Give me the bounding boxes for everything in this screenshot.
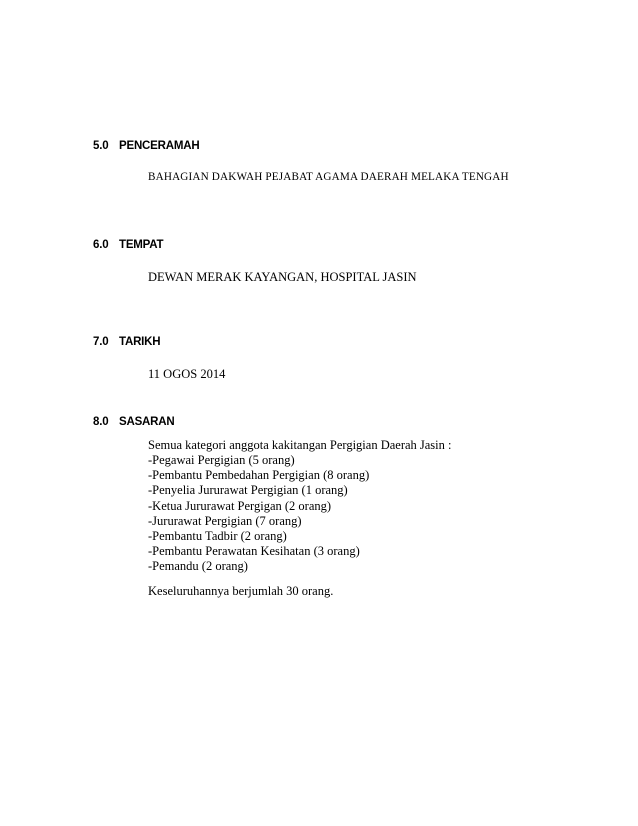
section-content-penceramah: BAHAGIAN DAKWAH PEJABAT AGAMA DAERAH MELAKA TENGAH	[148, 171, 509, 183]
list-item: -Pembantu Tadbir (2 orang)	[148, 529, 287, 544]
section-number: 6.0	[93, 239, 109, 251]
section-title: TARIKH	[119, 336, 161, 348]
list-item: -Ketua Jururawat Pergigan (2 orang)	[148, 498, 332, 513]
section-title: SASARAN	[119, 416, 175, 428]
list-item: -Jururawat Pergigian (7 orang)	[148, 513, 302, 528]
section-heading-sasaran	[93, 416, 174, 428]
section-title: PENCERAMAH	[119, 140, 200, 152]
section-heading-tarikh	[93, 336, 160, 348]
list-item: -Pemandu (2 orang)	[148, 559, 248, 574]
section-heading-penceramah	[93, 140, 199, 152]
section-content-tempat: DEWAN MERAK KAYANGAN, HOSPITAL JASIN	[148, 270, 417, 284]
section-title: TEMPAT	[119, 239, 164, 251]
section-number: 7.0	[93, 336, 109, 348]
list-item: -Pembantu Pembedahan Pergigian (8 orang)	[148, 468, 370, 483]
list-item: -Pegawai Pergigian (5 orang)	[148, 453, 295, 467]
section-summary-sasaran: Keseluruhannya berjumlah 30 orang.	[148, 584, 334, 598]
section-number: 5.0	[93, 140, 109, 152]
section-heading-tempat	[93, 239, 163, 251]
list-item: -Penyelia Jururawat Pergigian (1 orang)	[148, 483, 348, 498]
target-list	[148, 453, 369, 575]
list-item: -Pembantu Perawatan Kesihatan (3 orang)	[148, 544, 360, 559]
section-content-tarikh: 11 OGOS 2014	[148, 367, 226, 381]
section-number: 8.0	[93, 416, 109, 428]
section-intro-sasaran: Semua kategori anggota kakitangan Pergigian Daerah Jasin :	[148, 438, 452, 452]
